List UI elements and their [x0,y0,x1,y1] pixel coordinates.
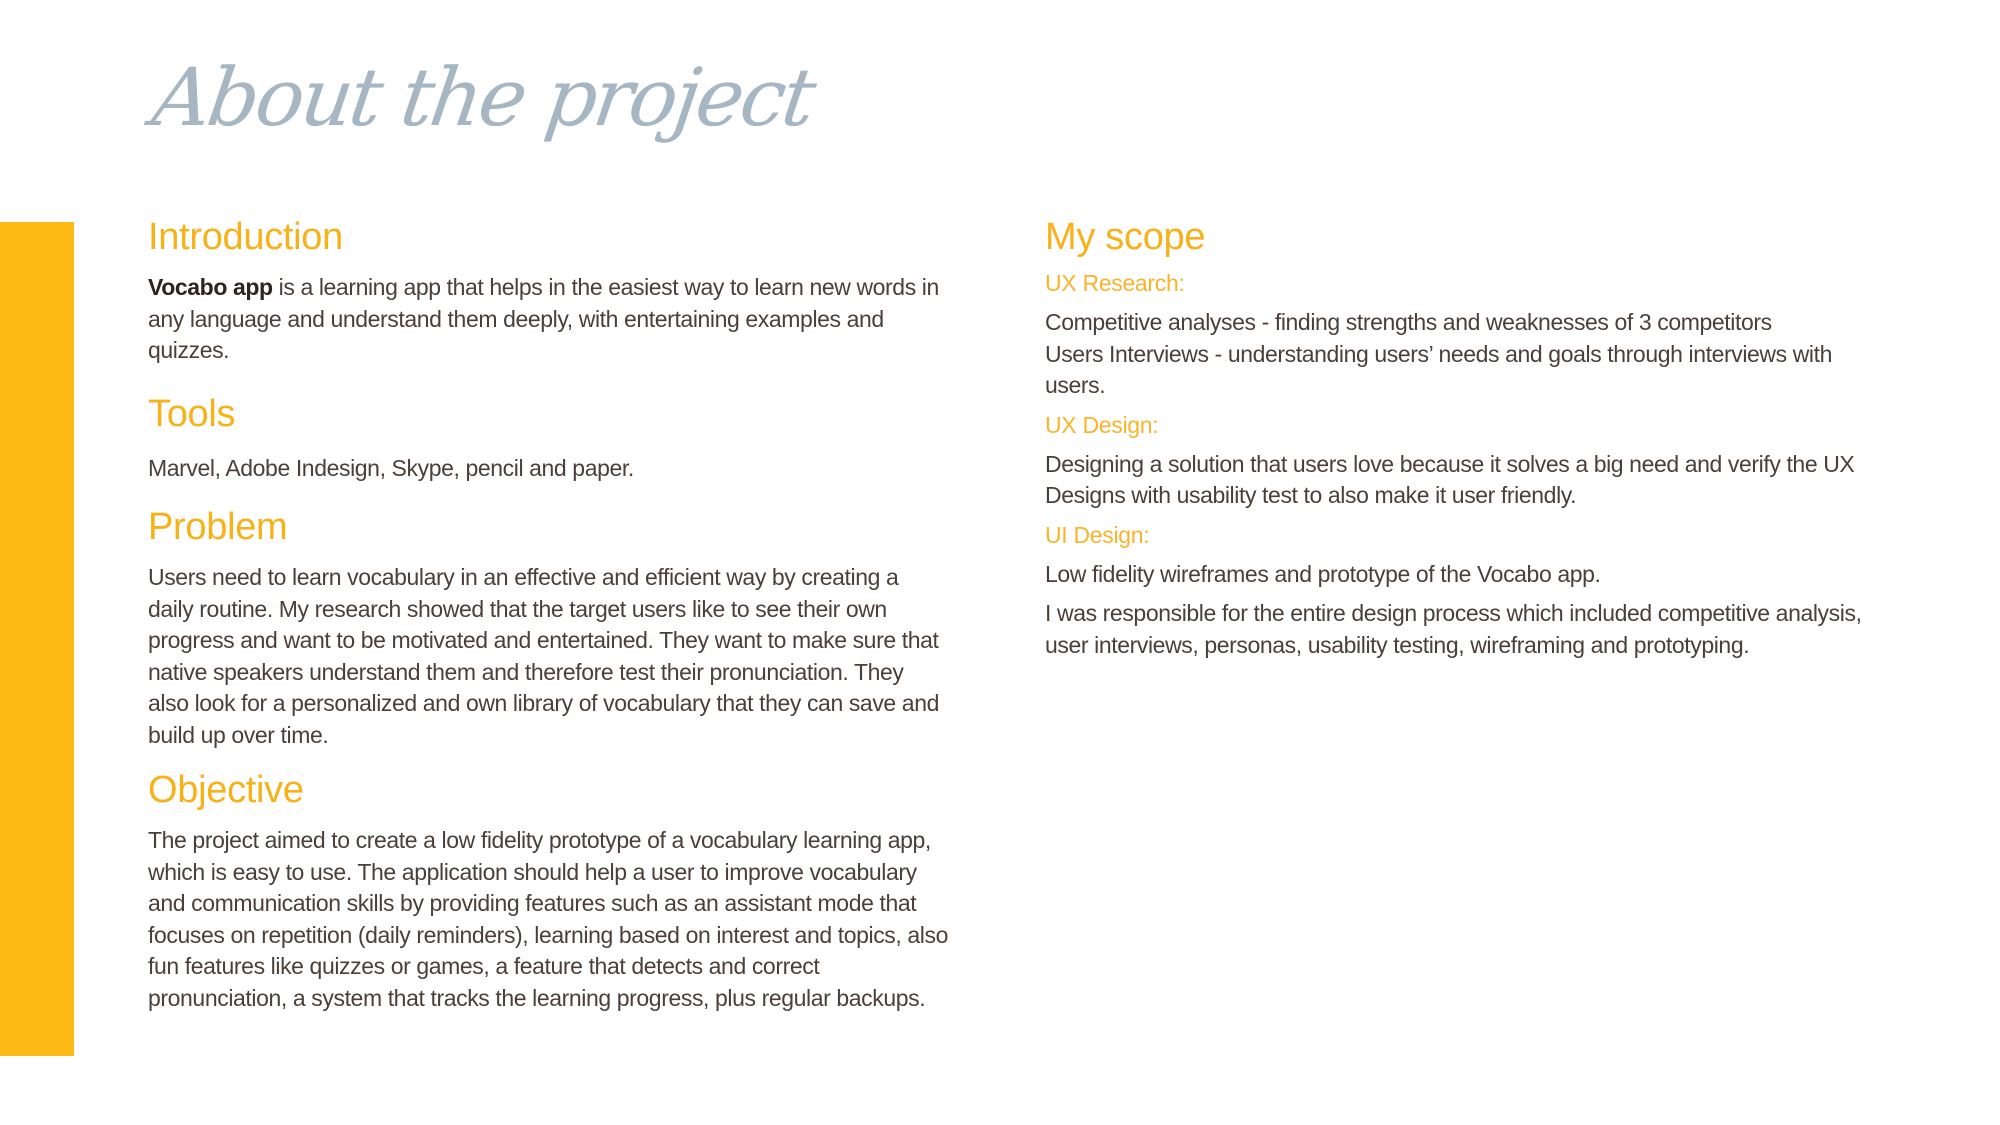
my-scope-heading: My scope [1045,216,1206,258]
ux-design-text: Designing a solution that users love because it solves a big need and verify the UX Designs with usability test to also make it user friendly. [1045,450,1855,508]
ux-design-label: UX Design: [1045,411,1159,438]
responsibility-text: I was responsible for the entire design process which included competitive analysis, user interviews, personas, usability testing, wireframing and prototyping. [1045,600,1862,658]
tools-text: Marvel, Adobe Indesign, Skype, pencil and paper. [148,454,634,481]
objective-text: The project aimed to create a low fidelity prototype of a vocabulary learning app, which is easy to use. The application should help a user to improve vocabulary and communication skills by providing features such as an assistant mode that focuses on repetition (daily reminders), learning based on interest and topics, also fun features like quizzes or games, a feature that detects and correct pronunciation, a system that tracks the learning progress, plus regular backups. [148,827,948,1011]
left-column [148,212,968,1014]
problem-text: Users need to learn vocabulary in an effective and efficient way by creating a daily routine. My research showed that the target users like to see their own progress and want to be motivated and entertained. They want to make sure that native speakers understand them and therefore test their pronunciation. They also look for a personalized and own library of vocabulary that they can save and build up over time. [148,564,939,748]
introduction-text [148,272,948,367]
introduction-heading: Introduction [148,216,343,258]
ux-research-line: Competitive analyses - finding strengths and weaknesses of 3 competitors [1045,309,1772,335]
objective-heading: Objective [148,769,304,811]
section-objective [148,765,968,1014]
accent-bar [0,222,74,1056]
section-problem [148,502,968,751]
tools-heading: Tools [148,392,236,435]
app-name: Vocabo app [148,274,273,300]
problem-heading: Problem [148,506,288,548]
ui-design-label: UI Design: [1045,521,1150,548]
ux-research-text [1045,307,1875,402]
page-title: About the project [147,51,819,144]
introduction-body: is a learning app that helps in the easiest way to learn new words in any language and understand them deeply, with entertaining examples and quizzes. [148,274,939,363]
ux-research-line: Users Interviews - understanding users’ needs and goals through interviews with users. [1045,340,1833,398]
ux-research-label: UX Research: [1045,270,1185,296]
ui-design-text: Low fidelity wireframes and prototype of the Vocabo app. [1045,560,1601,587]
section-my-scope [1045,212,1875,661]
section-tools [148,389,968,485]
section-introduction [148,212,968,367]
right-column [1045,212,1875,661]
